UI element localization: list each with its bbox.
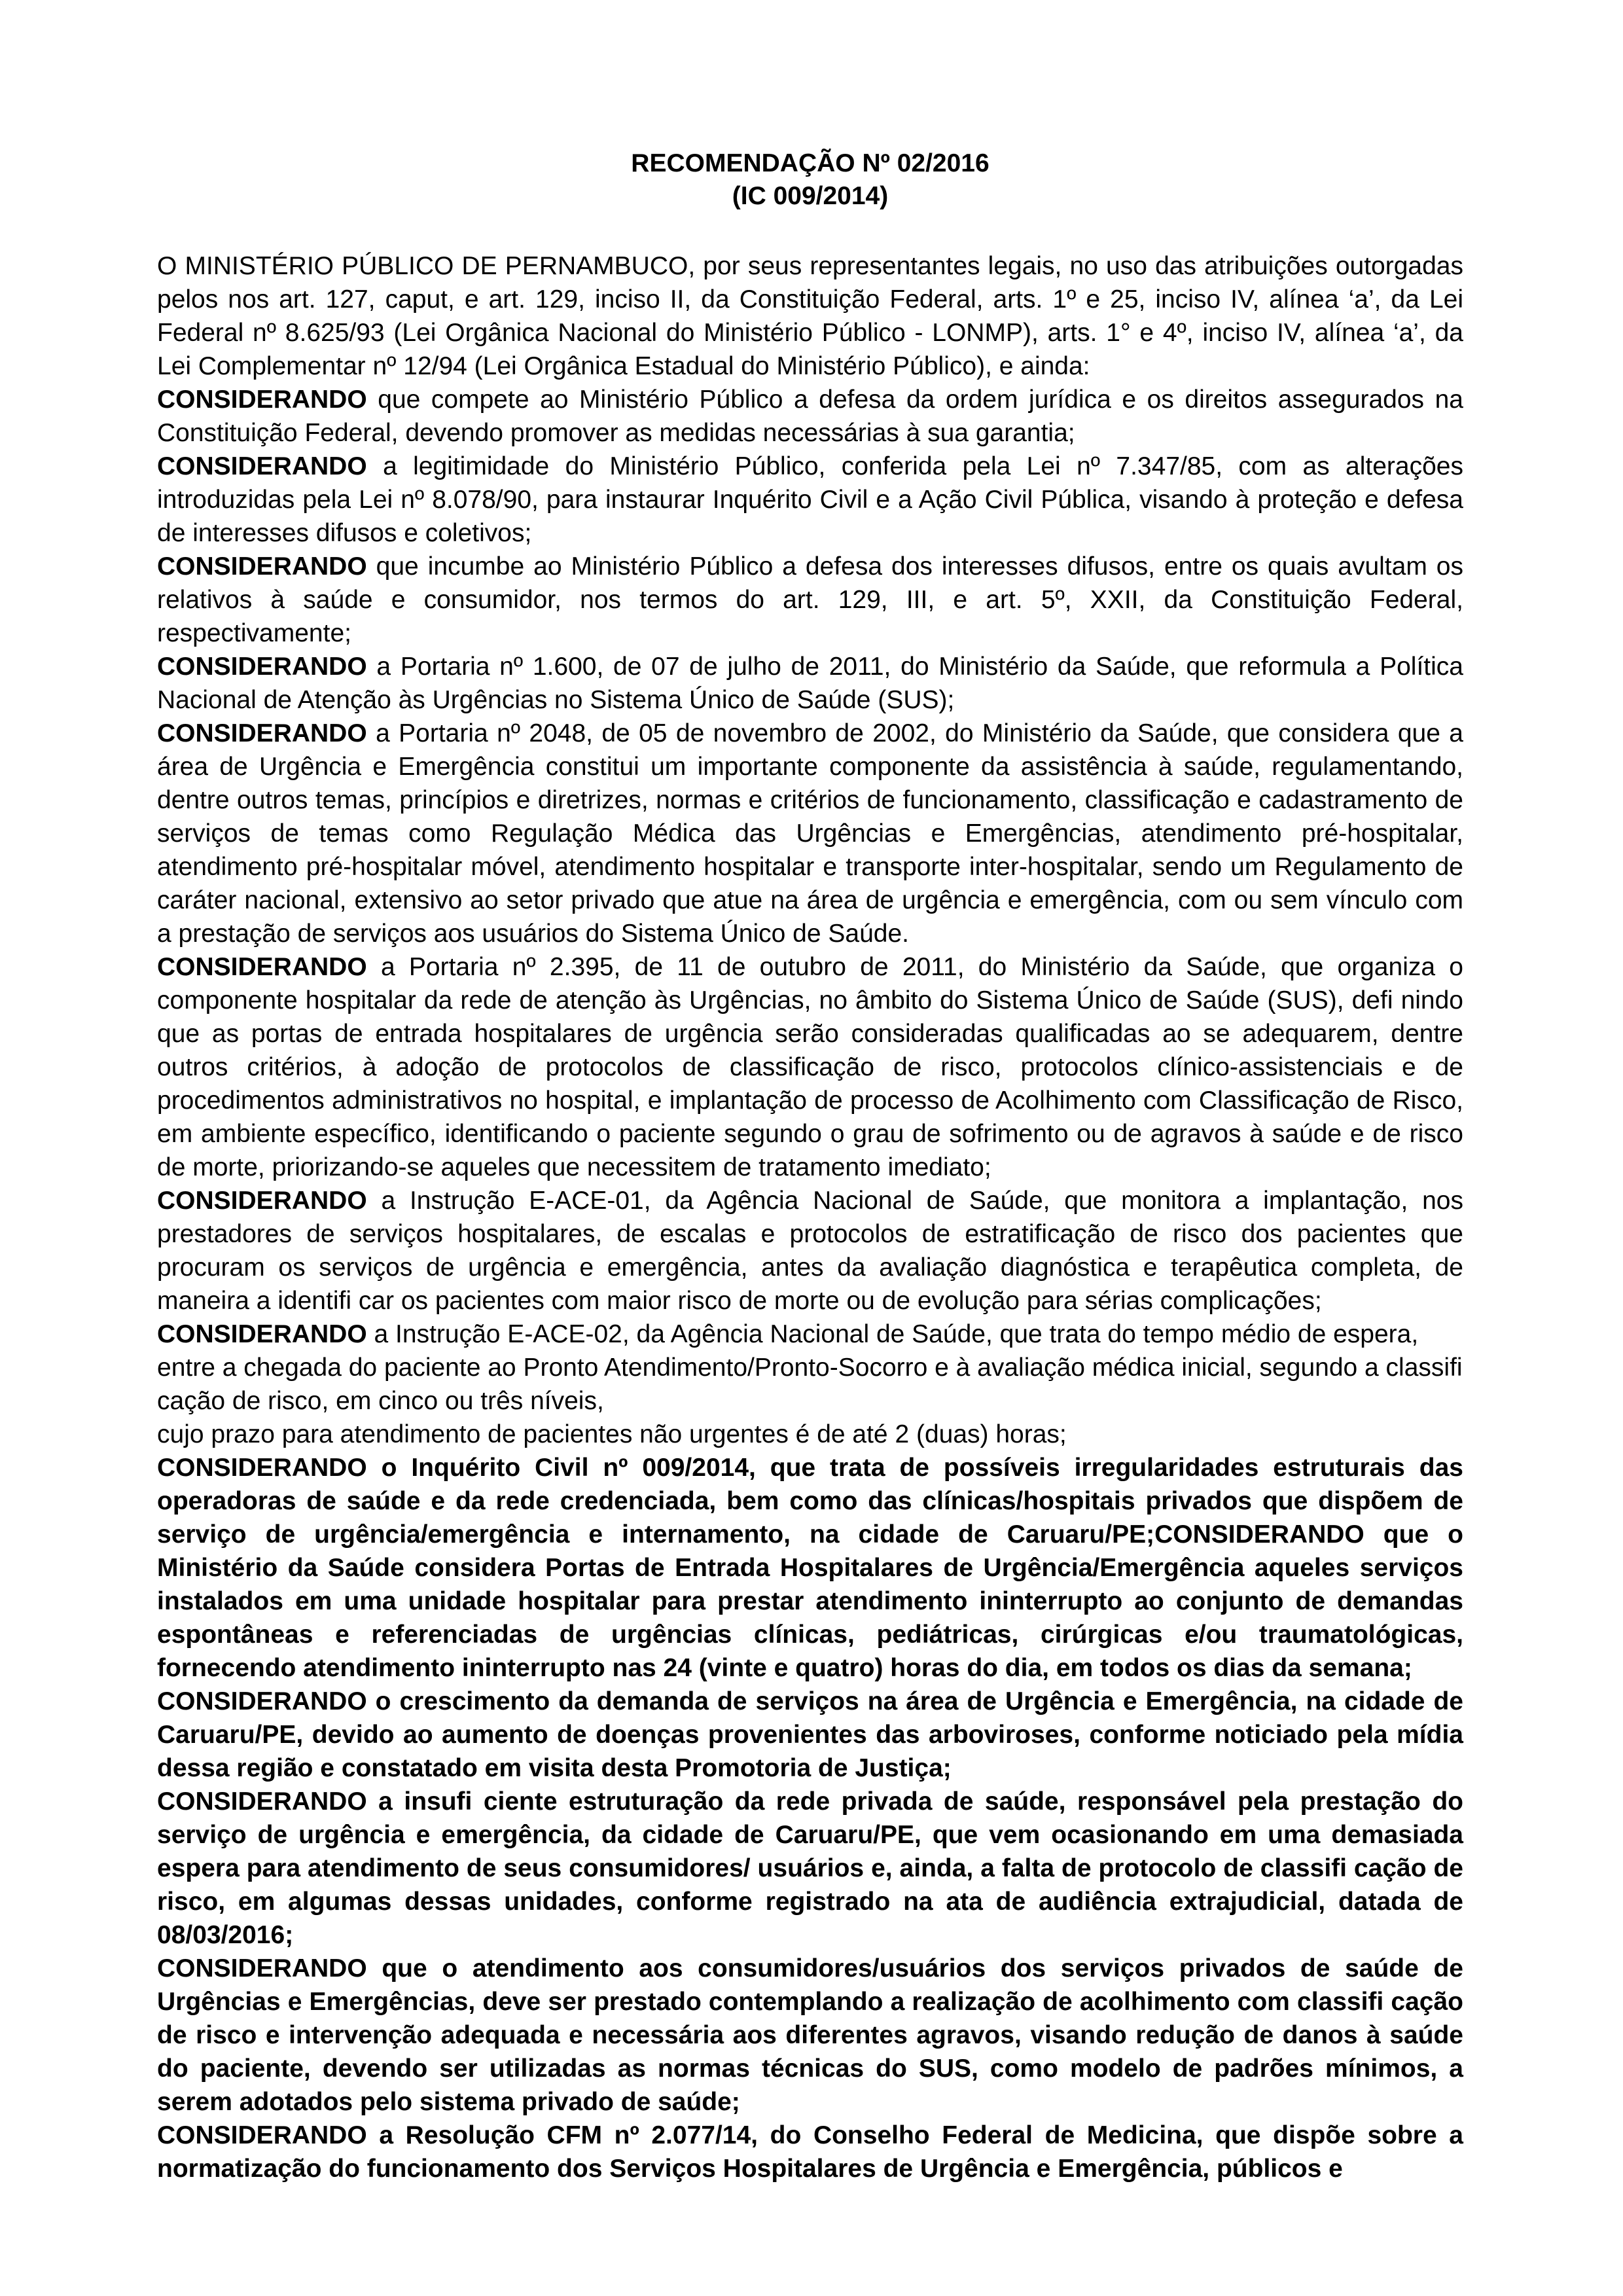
preamble-paragraph: O MINISTÉRIO PÚBLICO DE PERNAMBUCO, por seus representantes legais, no uso das atribuições outorgadas pelos nos art. 127, caput, e art. 129, inciso II, da Constituição Federal, arts. 1º e 25, inciso IV, alínea ‘a’, da Lei Federal nº 8.625/93 (Lei Orgânica Nacional do Ministério Público - LONMP), arts. 1° e 4º, inciso IV, alínea ‘a’, da Lei Complementar nº 12/94 (Lei Orgânica Estadual do Ministério Público), e ainda: [157, 252, 1463, 380]
continuation-line: cujo prazo para atendimento de pacientes não urgentes é de até 2 (duas) horas; [157, 1420, 1067, 1448]
regular-paragraphs [157, 249, 1463, 1451]
considerando-paragraph: CONSIDERANDO a Portaria nº 1.600, de 07 de julho de 2011, do Ministério da Saúde, que reformula a Política Nacional de Atenção às Urgências no Sistema Único de Saúde (SUS); [157, 653, 1463, 714]
bold-considerando-paragraph: CONSIDERANDO que o atendimento aos consumidores/usuários dos serviços privados de saúde de Urgências e Emergências, deve ser prestado contemplando a realização de acolhimento com classifi cação de risco e intervenção adequada e necessária aos diferentes agravos, visando redução de danos à saúde do paciente, devendo ser utilizadas as normas técnicas do SUS, como modelo de padrões mínimos, a serem adotados pelo sistema privado de saúde; [157, 1954, 1463, 2116]
considerando-paragraph: CONSIDERANDO que incumbe ao Ministério Público a defesa dos interesses difusos, entre os quais avultam os relativos à saúde e consumidor, nos termos do art. 129, III, e art. 5º, XXII, da Constituição Federal, respectivamente; [157, 552, 1463, 647]
considerando-paragraph: CONSIDERANDO a Portaria nº 2.395, de 11 de outubro de 2011, do Ministério da Saúde, que organiza o componente hospitalar da rede de atenção às Urgências, no âmbito do Sistema Único de Saúde (SUS), defi nindo que as portas de entrada hospitalares de urgência serão consideradas qualificadas ao se adequarem, dentre outros critérios, à adoção de protocolos de classificação de risco, protocolos clínico-assistenciais e de procedimentos administrativos no hospital, e implantação de processo de Acolhimento com Classificação de Risco, em ambiente específico, identificando o paciente segundo o grau de sofrimento ou de agravos à saúde e de risco de morte, priorizando-se aqueles que necessitem de tratamento imediato; [157, 953, 1463, 1181]
bold-paragraphs [157, 1451, 1463, 2185]
bold-considerando-paragraph: CONSIDERANDO a Resolução CFM nº 2.077/14, do Conselho Federal de Medicina, que dispõe sobre a normatização do funcionamento dos Serviços Hospitalares de Urgência e Emergência, públicos e [157, 2121, 1463, 2183]
document-title: RECOMENDAÇÃO Nº 02/2016 [631, 149, 990, 177]
bold-considerando-paragraph: CONSIDERANDO a insufi ciente estruturação da rede privada de saúde, responsável pela prestação do serviço de urgência e emergência, da cidade de Caruaru/PE, que vem ocasionando em uma demasiada espera para atendimento de seus consumidores/ usuários e, ainda, a falta de protocolo de classifi cação de risco, em algumas dessas unidades, conforme registrado na ata de audiência extrajudicial, datada de 08/03/2016; [157, 1787, 1463, 1949]
considerando-paragraph: CONSIDERANDO a Instrução E-ACE-01, da Agência Nacional de Saúde, que monitora a implantação, nos prestadores de serviços hospitalares, de escalas e protocolos de estratificação de risco dos pacientes que procuram os serviços de urgência e emergência, antes da avaliação diagnóstica e terapêutica completa, de maneira a identifi car os pacientes com maior risco de morte ou de evolução para sérias complicações; [157, 1187, 1463, 1315]
document-page [157, 147, 1463, 2185]
considerando-paragraph: CONSIDERANDO que compete ao Ministério Público a defesa da ordem jurídica e os direitos assegurados na Constituição Federal, devendo promover as medidas necessárias à sua garantia; [157, 386, 1463, 447]
considerando-paragraph: CONSIDERANDO a Instrução E-ACE-02, da Agência Nacional de Saúde, que trata do tempo médio de espera, entre a chegada do paciente ao Pronto Atendimento/Pronto-Socorro e à avaliação médica inicial, segundo a classifi cação de risco, em cinco ou três níveis, [157, 1320, 1463, 1415]
considerando-paragraph: CONSIDERANDO a Portaria nº 2048, de 05 de novembro de 2002, do Ministério da Saúde, que considera que a área de Urgência e Emergência constitui um importante componente da assistência à saúde, regulamentando, dentre outros temas, princípios e diretrizes, normas e critérios de funcionamento, classificação e cadastramento de serviços de temas como Regulação Médica das Urgências e Emergências, atendimento pré-hospitalar, atendimento pré-hospitalar móvel, atendimento hospitalar e transporte inter-hospitalar, sendo um Regulamento de caráter nacional, extensivo ao setor privado que atue na área de urgência e emergência, com ou sem vínculo com a prestação de serviços aos usuários do Sistema Único de Saúde. [157, 719, 1463, 948]
considerando-paragraph: CONSIDERANDO a legitimidade do Ministério Público, conferida pela Lei nº 7.347/85, com as alterações introduzidas pela Lei nº 8.078/90, para instaurar Inquérito Civil e a Ação Civil Pública, visando à proteção e defesa de interesses difusos e coletivos; [157, 452, 1463, 547]
document-subtitle: (IC 009/2014) [732, 182, 889, 210]
document-header [157, 147, 1463, 213]
bold-considerando-paragraph: CONSIDERANDO o Inquérito Civil nº 009/2014, que trata de possíveis irregularidades estruturais das operadoras de saúde e da rede credenciada, bem como das clínicas/hospitais privados que dispõem de serviço de urgência/emergência e internamento, na cidade de Caruaru/PE;CONSIDERANDO que o Ministério da Saúde considera Portas de Entrada Hospitalares de Urgência/Emergência aqueles serviços instalados em uma unidade hospitalar para prestar atendimento ininterrupto ao conjunto de demandas espontâneas e referenciadas de urgências clínicas, pediátricas, cirúrgicas e/ou traumatológicas, fornecendo atendimento ininterrupto nas 24 (vinte e quatro) horas do dia, em todos os dias da semana; [157, 1454, 1463, 1682]
bold-considerando-paragraph: CONSIDERANDO o crescimento da demanda de serviços na área de Urgência e Emergência, na cidade de Caruaru/PE, devido ao aumento de doenças provenientes das arboviroses, conforme noticiado pela mídia dessa região e constatado em visita desta Promotoria de Justiça; [157, 1687, 1463, 1782]
